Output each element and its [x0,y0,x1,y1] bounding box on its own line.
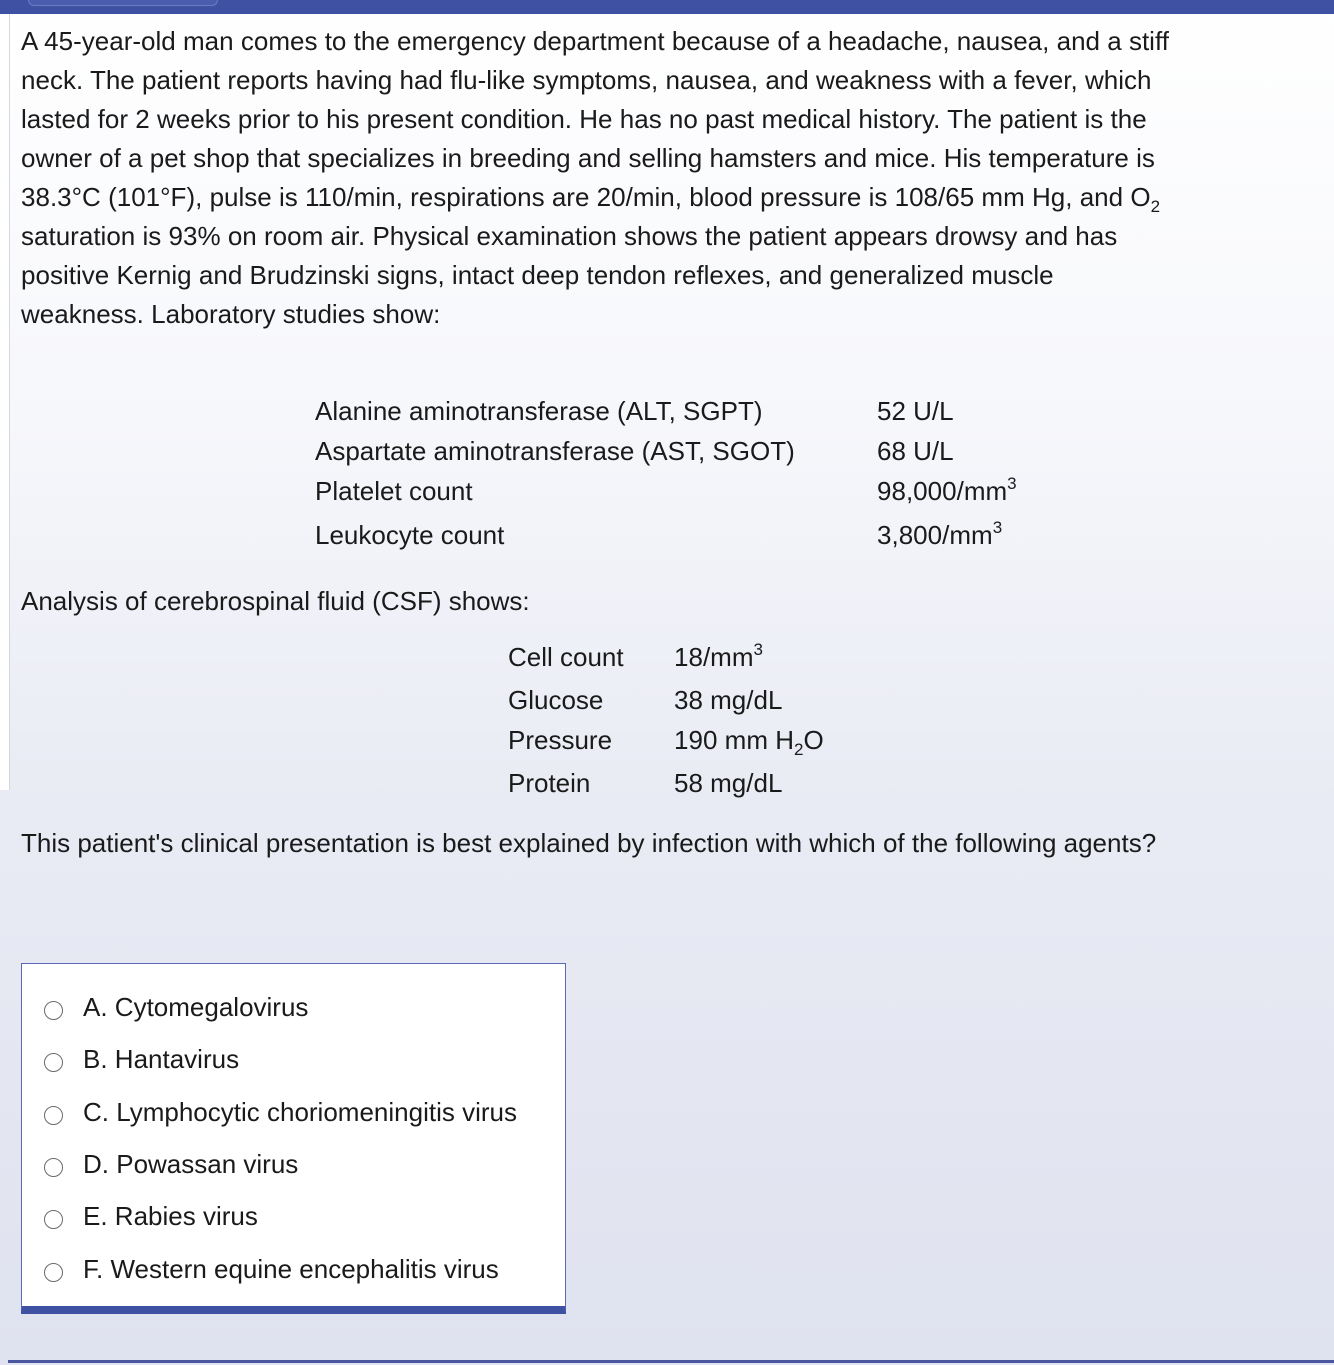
csf-results-table [508,642,824,811]
csf-name: Protein [508,768,591,798]
csf-value: 38 mg/dL [674,685,783,715]
answer-choice-label: F. Western equine encephalitis virus [83,1253,499,1284]
csf-value: 58 mg/dL [674,768,783,798]
answer-choice-d[interactable] [44,1144,298,1184]
subscript: 2 [794,740,804,759]
csf-intro-text: Analysis of cerebrospinal fluid (CSF) shows: [21,586,530,616]
csf-value: 190 mm $H_2O$ [674,725,824,759]
lab-row [315,436,1017,476]
csf-name: Pressure [508,725,613,755]
lab-value: $98,000/mm^3$ [877,474,1017,506]
lab-row [315,396,1017,436]
left-margin-rule [0,14,10,790]
superscript: 3 [1007,474,1017,493]
lab-name: Leukocyte count [315,520,505,550]
superscript: 3 [992,518,1003,537]
answer-choice-f[interactable] [44,1249,499,1289]
lab-value: 68 U/L [877,436,954,466]
radio-button-icon[interactable] [44,1053,63,1072]
radio-button-icon[interactable] [44,1106,63,1125]
answer-choices-box [21,963,566,1314]
answer-choice-label: C. Lymphocytic choriomeningitis virus [83,1096,517,1127]
radio-button-icon[interactable] [44,1210,63,1229]
lab-name: Aspartate aminotransferase (AST, SGOT) [315,436,795,466]
answer-choice-label: D. Powassan virus [83,1148,299,1179]
csf-row [508,685,824,725]
bottom-divider [8,1360,1334,1363]
csf-value: $18/mm^3$ [674,640,763,672]
csf-row [508,768,824,811]
superscript: 3 [753,640,763,659]
csf-row [508,725,824,768]
answer-choice-label: E. Rabies virus [83,1200,258,1231]
top-tab[interactable] [28,0,218,6]
answer-choice-b[interactable] [44,1039,239,1079]
radio-button-icon[interactable] [44,1263,63,1282]
lab-results-table [315,396,1017,564]
question-prompt: This patient's clinical presentation is best explained by infection with which of the following agents? [21,828,1157,858]
answer-choice-label: B. Hantavirus [83,1043,240,1074]
radio-button-icon[interactable] [44,1001,63,1020]
subscript: 2 [1150,197,1161,216]
radio-button-icon[interactable] [44,1158,63,1177]
answer-choice-a[interactable] [44,987,308,1027]
lab-name: Alanine aminotransferase (ALT, SGPT) [315,396,763,426]
lab-value: $3,800/mm^3$ [877,518,1003,550]
answer-choice-label: A. Cytomegalovirus [83,991,309,1022]
lab-name: Platelet count [315,476,473,506]
csf-row [508,642,824,685]
lab-row [315,476,1017,520]
question-stem: A 45-year-old man comes to the emergency department because of a headache, nausea, and a stiff neck. The patient reports having had flu-like symptoms, nausea, and weakness with a fever, which lasted for 2 weeks prior to his present condition. He has no past medical history. The patient is the owner of a pet shop that specializes in breeding and selling hamsters and mice. His temperature is 38.3°C (101°F), pulse is 110/min, respirations are 20/min, blood pressure is 108/65 mm Hg, and $O_2$ saturation is 93% on room air. Physical examination shows the patient appears drowsy and has positive Kernig and Brudzinski signs, intact deep tendon reflexes, and generalized muscle weakness. Laboratory studies show: [21,26,1169,329]
csf-name: Glucose [508,685,604,715]
lab-row [315,520,1017,564]
answer-choice-e[interactable] [44,1196,258,1236]
answer-choice-c[interactable] [44,1092,517,1132]
lab-value: 52 U/L [877,396,954,426]
csf-name: Cell count [508,642,624,672]
top-accent-bar [0,0,1334,14]
